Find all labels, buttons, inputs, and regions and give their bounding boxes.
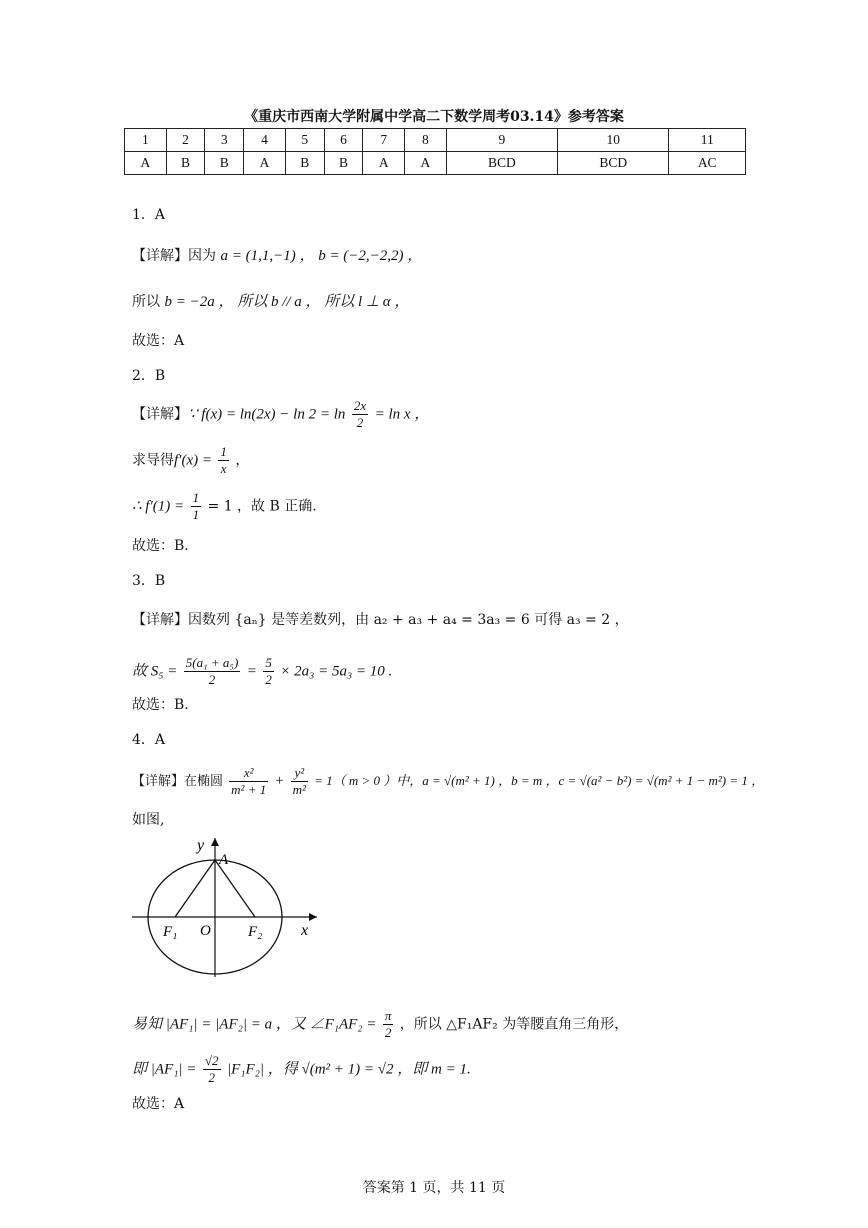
q4-detail-line-1 (132, 765, 764, 798)
q3-detail-line-1 (132, 610, 629, 630)
fraction-numerator: π (384, 1008, 392, 1023)
fraction-numerator: 5 (265, 655, 272, 670)
q4-line3-math: 易知 |AF₁| = |AF₂| = a ，又 ∠F₁AF₂ = (132, 1016, 377, 1033)
q4-heading: 4．A (132, 732, 166, 748)
label-a: A (219, 852, 229, 868)
q3-line2-math-end: × 2a₃ = 5a₃ = 10 . (280, 663, 393, 680)
detail-label: 【详解】 (132, 248, 188, 264)
q2-detail-line-1 (132, 398, 429, 431)
table-cell: 6 (324, 129, 363, 152)
table-cell: A (244, 152, 286, 175)
label-f1: F₁ (163, 924, 178, 940)
segment-af2 (215, 860, 255, 917)
label-o: O (200, 923, 211, 939)
q4-conclusion: 故选：A (132, 1096, 185, 1112)
q2-line2-math: f′(x) = (174, 452, 212, 469)
fraction (218, 444, 229, 477)
q1-line2-text: 所以 (132, 294, 160, 310)
table-cell: 5 (285, 129, 324, 152)
q4-line-2: 如图, (132, 812, 165, 828)
q1-detail-line-2 (132, 292, 409, 312)
table-cell: 3 (205, 129, 244, 152)
table-cell: 11 (669, 129, 746, 152)
q2-line3-end: = 1 ，故 B 正确. (207, 498, 317, 515)
detail-label: 【详解】 (132, 406, 188, 423)
detail-label: 【详解】 (132, 612, 188, 628)
fraction-numerator: 1 (192, 490, 200, 505)
q4-line4-math: 即 |AF₁| = (132, 1061, 197, 1078)
table-cell: AC (669, 152, 746, 175)
label-x: x (301, 922, 309, 939)
q4-line1-text: 在椭圆 (184, 774, 224, 789)
table-cell: 9 (446, 129, 557, 152)
fraction-denominator: m² + 1 (231, 782, 267, 797)
q3-line2-math: 故 S₅ = (132, 663, 178, 680)
q2-line1-math-end: = ln x ， (374, 406, 430, 423)
answer-table-answer-row (125, 152, 746, 175)
fraction (203, 1053, 221, 1086)
fraction-denominator: 2 (356, 415, 364, 430)
plus-sign: + (274, 773, 285, 789)
q4-detail-line-4 (132, 1053, 471, 1086)
fraction-numerator: 5(a₁ + a₅) (185, 655, 239, 670)
q4-line3-end: ，所以 △F₁AF₂ 为等腰直角三角形， (399, 1016, 629, 1033)
table-cell: 10 (558, 129, 669, 152)
fraction-denominator: 2 (208, 672, 216, 687)
q3-detail-line-2 (132, 655, 392, 688)
table-cell: 2 (166, 129, 205, 152)
table-cell: B (324, 152, 363, 175)
q2-detail-line-3 (132, 490, 317, 523)
q3-line1: 因数列 {aₙ} 是等差数列，由 a₂ + a₃ + a₄ = 3a₃ = 6 可得 a₃ = 2 ， (188, 612, 629, 628)
x-axis-arrow-icon (309, 913, 317, 921)
fraction-denominator: x (220, 461, 227, 476)
fraction (352, 398, 368, 431)
fraction-numerator: 1 (220, 444, 227, 459)
table-cell: B (166, 152, 205, 175)
detail-label: 【详解】 (132, 774, 185, 789)
y-axis-arrow-icon (211, 838, 219, 846)
q2-line3-math: ∴ f′(1) = (132, 498, 185, 515)
fraction-denominator: m² (292, 782, 306, 797)
label-y: y (197, 837, 205, 854)
fraction (291, 765, 308, 798)
fraction (383, 1008, 394, 1041)
table-cell: A (125, 152, 167, 175)
fraction (229, 765, 268, 798)
fraction-denominator: 1 (192, 507, 200, 522)
q4-detail-line-3 (132, 1008, 628, 1041)
q2-line2-end: ， (235, 452, 250, 469)
fraction (191, 490, 202, 523)
q3-conclusion: 故选：B. (132, 697, 189, 713)
q4-line4-math-end: |F₁F₂| ，得 √(m² + 1) = √2 ，即 m = 1. (226, 1061, 471, 1078)
table-cell: B (205, 152, 244, 175)
q2-line1-math: ∵ f(x) = ln(2x) − ln 2 = ln (188, 406, 346, 423)
table-cell: A (363, 152, 405, 175)
q2-conclusion: 故选：B. (132, 538, 189, 554)
q3-heading: 3．B (132, 573, 166, 589)
fraction-denominator: 2 (384, 1025, 392, 1040)
table-cell: A (405, 152, 447, 175)
ellipse-figure (125, 832, 325, 982)
fraction (184, 655, 240, 688)
q1-conclusion: 故选：A (132, 333, 185, 349)
page-footer: 答案第 1 页，共 11 页 (362, 1180, 506, 1196)
fraction-denominator: 2 (265, 672, 272, 687)
q4-line1-math: = 1（ m > 0 ）中，a = √(m² + 1) ，b = m ，c = √(a² − b²) = √(m² + 1 − m²) = 1 ， (314, 773, 765, 788)
equals-sign: = (246, 663, 257, 680)
q1-detail-line-1 (132, 246, 422, 266)
fraction-numerator: x² (229, 765, 268, 782)
table-cell: 4 (244, 129, 286, 152)
fraction-numerator: √2 (204, 1053, 219, 1068)
label-f2: F₂ (248, 924, 263, 940)
answer-table (124, 128, 746, 175)
q2-heading: 2．B (132, 368, 166, 384)
answer-table-number-row (125, 129, 746, 152)
document-title: 《重庆市西南大学附属中学高二下数学周考03.14》参考答案 (244, 109, 624, 125)
q1-line2-math: b = −2a ， 所以 b // a ， 所以 l ⊥ α ， (164, 294, 410, 310)
table-cell: 8 (405, 129, 447, 152)
table-cell: BCD (446, 152, 557, 175)
fraction-numerator: 2x (353, 398, 367, 413)
table-cell: 7 (363, 129, 405, 152)
fraction-denominator: 2 (208, 1070, 215, 1085)
segment-af1 (175, 860, 215, 917)
q1-heading: 1．A (132, 207, 166, 223)
table-cell: B (285, 152, 324, 175)
table-cell: 1 (125, 129, 167, 152)
fraction-numerator: y² (291, 765, 308, 782)
q2-line2-text: 求导得 (132, 452, 174, 469)
q2-detail-line-2 (132, 444, 249, 477)
q1-line1-math: a = (1,1,−1) ， b = (−2,−2,2) ， (220, 248, 423, 264)
table-cell: BCD (558, 152, 669, 175)
q1-line1-text: 因为 (188, 248, 216, 264)
fraction (263, 655, 274, 688)
